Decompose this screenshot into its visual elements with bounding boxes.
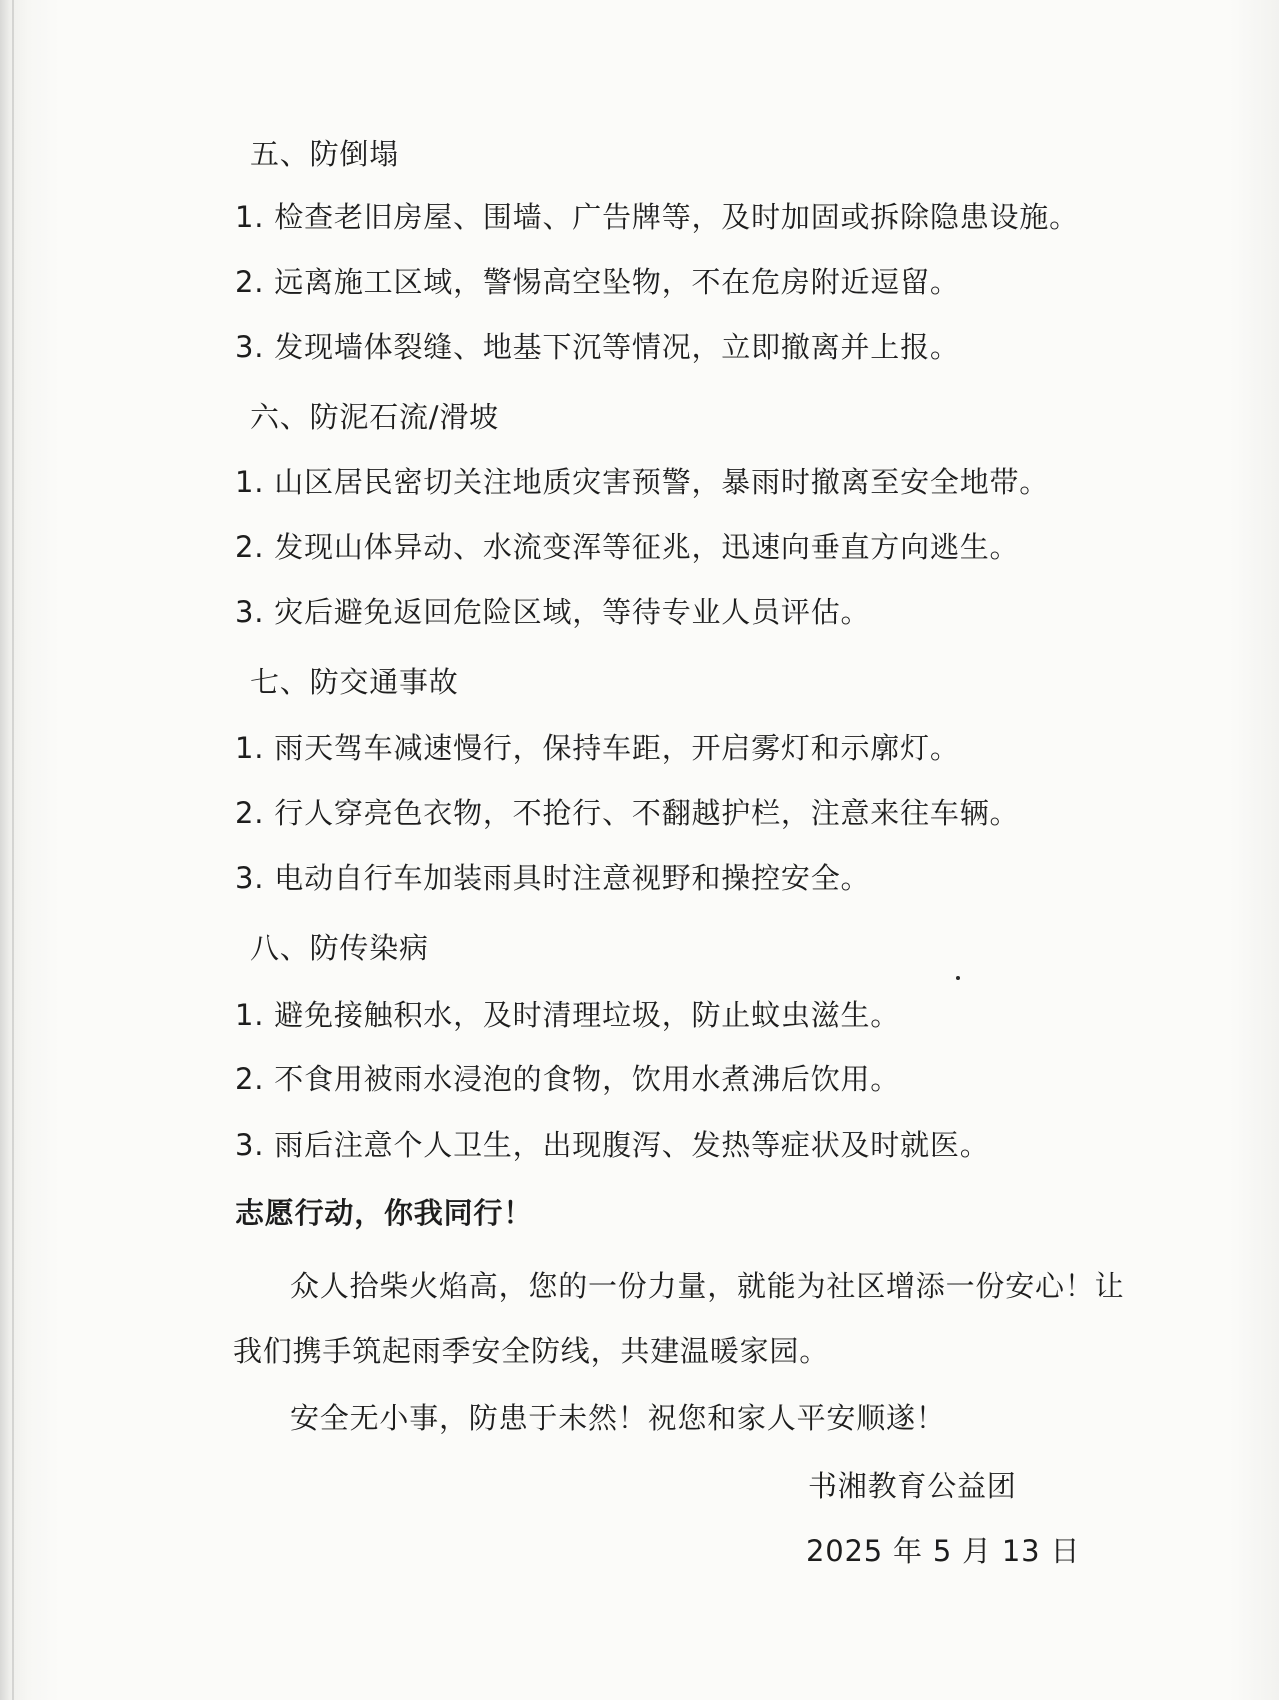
disease-item-1: 1. 避免接触积水，及时清理垃圾，防止蚊虫滋生。 xyxy=(235,998,901,1032)
collapse-item-2: 2. 远离施工区域，警惕高空坠物，不在危房附近逗留。 xyxy=(235,265,960,299)
traffic-item-1: 1. 雨天驾车减速慢行，保持车距，开启雾灯和示廓灯。 xyxy=(235,731,960,765)
section-title-landslide: 六、防泥石流/滑坡 xyxy=(250,400,499,434)
landslide-item-3: 3. 灾后避免返回危险区域，等待专业人员评估。 xyxy=(235,595,871,629)
traffic-item-2: 2. 行人穿亮色衣物，不抢行、不翻越护栏，注意来往车辆。 xyxy=(235,796,1020,830)
collapse-item-1: 1. 检查老旧房屋、围墙、广告牌等，及时加固或拆除隐患设施。 xyxy=(235,200,1079,234)
signature-organization: 书湘教育公益团 xyxy=(808,1469,1017,1503)
closing-paragraph-line2: 我们携手筑起雨季安全防线，共建温暖家园。 xyxy=(233,1334,830,1368)
section-title-disease: 八、防传染病 xyxy=(250,931,429,965)
page-crease xyxy=(12,0,14,1700)
signature-date: 2025 年 5 月 13 日 xyxy=(806,1534,1081,1568)
closing-slogan: 安全无小事，防患于未然！祝您和家人平安顺遂！ xyxy=(290,1401,946,1435)
landslide-item-2: 2. 发现山体异动、水流变浑等征兆，迅速向垂直方向逃生。 xyxy=(235,530,1020,564)
ink-speck xyxy=(956,976,960,980)
landslide-item-1: 1. 山区居民密切关注地质灾害预警，暴雨时撤离至安全地带。 xyxy=(235,465,1050,499)
collapse-item-3: 3. 发现墙体裂缝、地基下沉等情况，立即撤离并上报。 xyxy=(235,330,960,364)
disease-item-2: 2. 不食用被雨水浸泡的食物，饮用水煮沸后饮用。 xyxy=(235,1062,901,1096)
traffic-item-3: 3. 电动自行车加装雨具时注意视野和操控安全。 xyxy=(235,861,871,895)
section-title-traffic: 七、防交通事故 xyxy=(250,665,459,699)
closing-headline: 志愿行动，你我同行！ xyxy=(235,1196,534,1230)
section-title-collapse: 五、防倒塌 xyxy=(250,137,400,171)
disease-item-3: 3. 雨后注意个人卫生，出现腹泻、发热等症状及时就医。 xyxy=(235,1128,990,1162)
closing-paragraph-line1: 众人拾柴火焰高，您的一份力量，就能为社区增添一份安心！让 xyxy=(290,1269,1125,1303)
